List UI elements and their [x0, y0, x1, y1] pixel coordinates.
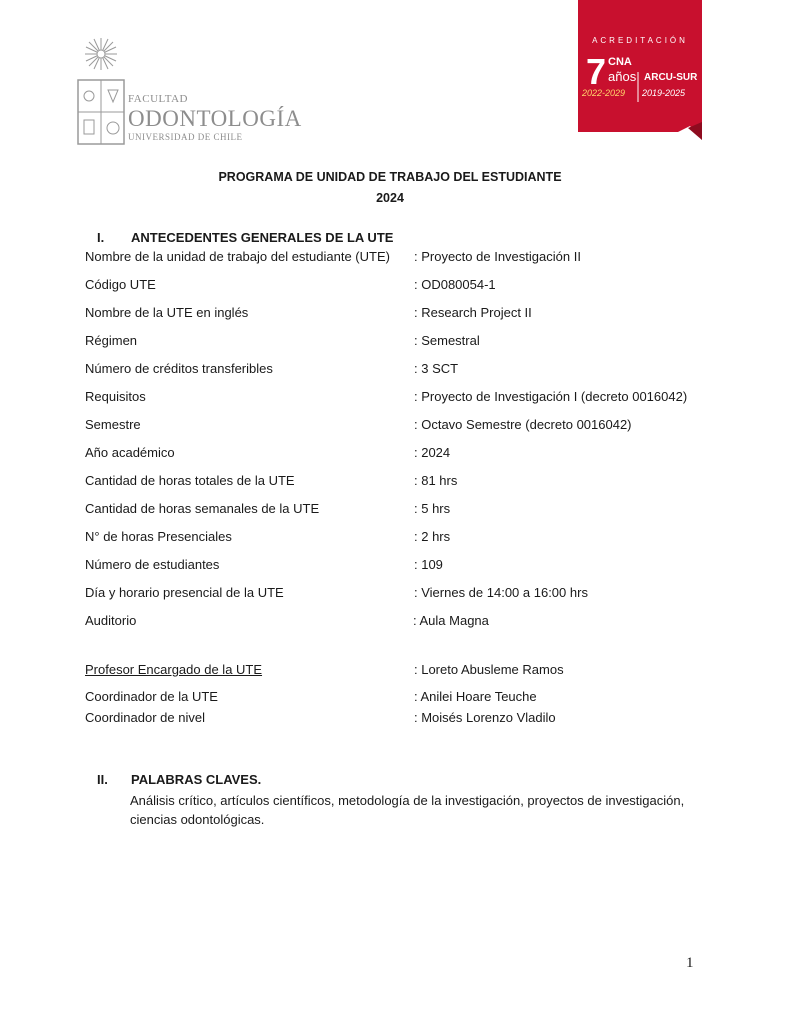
info-row-label: Cantidad de horas semanales de la UTE [85, 501, 320, 516]
info-row-horario [85, 585, 725, 603]
info-row-nombre [85, 249, 725, 267]
document-year: 2024 [376, 191, 404, 205]
section-1-number: I. [97, 230, 105, 245]
accreditation-period-2: 2019-2025 [642, 88, 686, 98]
info-row-value: : 81 hrs [414, 473, 458, 488]
accreditation-agency-2: ARCU-SUR [644, 72, 698, 83]
info-row-auditorio [85, 613, 725, 631]
page-number: 1 [686, 955, 694, 971]
university-seal-icon [74, 36, 128, 148]
info-row-requisitos [85, 389, 725, 407]
info-row-label: Número de estudiantes [85, 557, 220, 572]
section-1-title: ANTECEDENTES GENERALES DE LA UTE [131, 230, 394, 245]
staff-row-label: Profesor Encargado de la UTE [85, 662, 263, 677]
info-row-estudiantes [85, 557, 725, 575]
info-row-label: Cantidad de horas totales de la UTE [85, 473, 295, 488]
info-row-value: : Aula Magna [413, 613, 489, 628]
info-row-label: Número de créditos transferibles [85, 361, 273, 376]
section-2-title: PALABRAS CLAVES. [131, 772, 262, 787]
info-row-semestre [85, 417, 725, 435]
info-row-value: : 109 [414, 557, 443, 572]
info-row-label: Semestre [85, 417, 141, 432]
info-row-creditos [85, 361, 725, 379]
staff-row-coordinador-ute [85, 689, 725, 707]
logo-facultad: FACULTAD [128, 93, 188, 105]
staff-row-label: Coordinador de la UTE [85, 689, 218, 704]
info-row-regimen [85, 333, 725, 351]
info-row-value: : Semestral [414, 333, 480, 348]
info-row-codigo [85, 277, 725, 295]
staff-row-value: : Moisés Lorenzo Vladilo [414, 710, 556, 725]
info-row-value: : 3 SCT [414, 361, 459, 376]
info-row-value: : Octavo Semestre (decreto 0016042) [414, 417, 632, 432]
info-row-value: : OD080054-1 [414, 277, 496, 292]
accreditation-years-word: años [608, 69, 637, 84]
section-2-number: II. [97, 772, 108, 787]
info-row-value: : 2 hrs [414, 529, 451, 544]
info-row-nombre-ingles [85, 305, 725, 323]
staff-row-value: : Anilei Hoare Teuche [414, 689, 537, 704]
accreditation-badge [578, 0, 702, 140]
info-row-label: Día y horario presencial de la UTE [85, 585, 284, 600]
info-row-horas-presenciales [85, 529, 725, 547]
info-row-value: : Research Project II [414, 305, 532, 320]
logo-wordmark [128, 94, 302, 142]
info-row-value: : Proyecto de Investigación II [414, 249, 581, 264]
staff-row-profesor [85, 662, 725, 680]
staff-row-value: : Loreto Abusleme Ramos [414, 662, 564, 677]
info-row-value: : 5 hrs [414, 501, 451, 516]
faculty-logo [74, 36, 302, 148]
info-row-label: Nombre de la UTE en inglés [85, 305, 249, 320]
info-row-label: N° de horas Presenciales [85, 529, 232, 544]
info-row-label: Año académico [85, 445, 175, 460]
info-row-value: : Proyecto de Investigación I (decreto 0016042) [414, 389, 688, 404]
logo-odontologia: ODONTOLOGÍA [128, 106, 302, 131]
info-row-ano-academico [85, 445, 725, 463]
info-row-label: Auditorio [85, 613, 137, 628]
info-row-horas-totales [85, 473, 725, 491]
info-row-value: : Viernes de 14:00 a 16:00 hrs [414, 585, 588, 600]
accreditation-years-number: 7 [586, 51, 607, 92]
info-row-label: Régimen [85, 333, 138, 348]
staff-row-label: Coordinador de nivel [85, 710, 205, 725]
document-title: PROGRAMA DE UNIDAD DE TRABAJO DEL ESTUDIANTE [218, 170, 562, 184]
info-row-value: : 2024 [414, 445, 451, 460]
keywords-text: Análisis crítico, artículos científicos, metodología de la investigación, proyectos de investigación, ciencias odontológicas. [130, 793, 685, 827]
logo-universidad: UNIVERSIDAD DE CHILE [128, 132, 243, 142]
accreditation-period-1: 2022-2029 [582, 88, 626, 98]
info-row-label: Código UTE [85, 277, 156, 292]
info-row-horas-semanales [85, 501, 725, 519]
info-row-label: Requisitos [85, 389, 146, 404]
staff-row-coordinador-nivel [85, 710, 725, 728]
info-row-label: Nombre de la unidad de trabajo del estudiante (UTE) [85, 249, 390, 264]
accreditation-heading: ACREDITACIÓN [592, 36, 688, 45]
accreditation-agency: CNA [608, 56, 632, 68]
